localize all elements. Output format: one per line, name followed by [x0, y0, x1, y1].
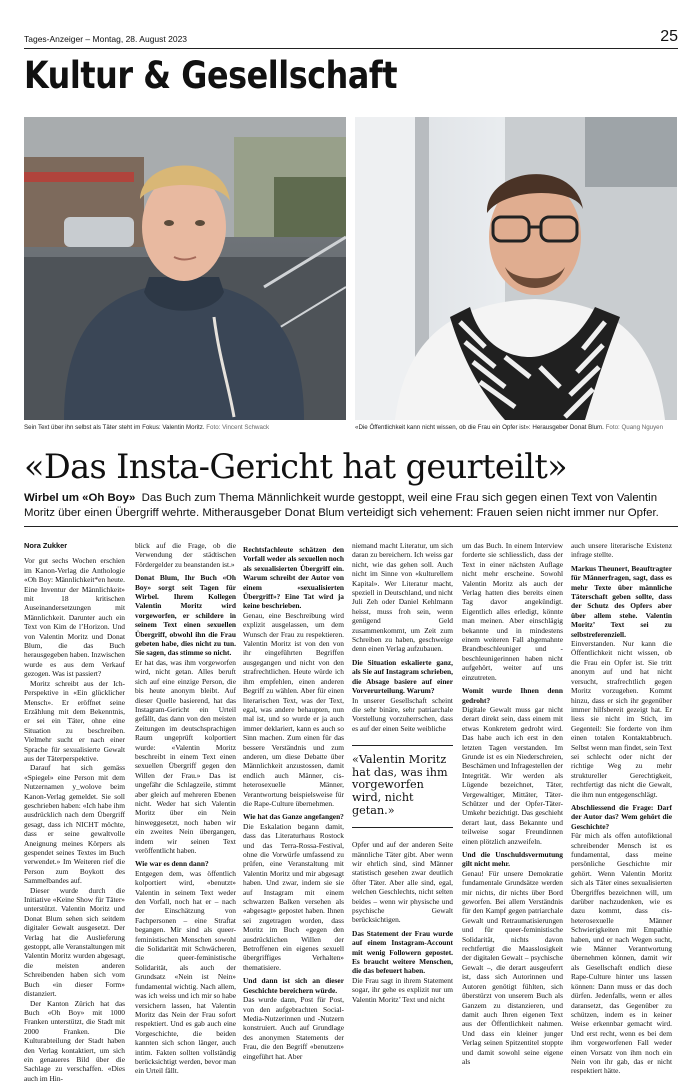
caption-right-credit: Foto: Quang Nguyen [606, 424, 663, 431]
lead-text: Das Buch zum Thema Männlichkeit wurde gestoppt, weil eine Frau sich gegen einen Text von Valentin Moritz über einen Übergriff wehrte. Mitherausgeber Donat Blum verteidigt sich vehement: Frauen seien nicht immer nur Opfer. [24, 492, 659, 519]
paragraph: Der Kanton Zürich hat das Buch «Oh Boy» mit 1000 Franken unterstützt, die Stadt mit 2000 Franken. Die Kulturabteilung der Stadt haben den Verlag kontaktiert, um sich ein genaueres Bild über die Sachlage zu verschaffen. «Dies auch im Hin- [24, 999, 125, 1083]
paragraph: um das Buch. In einem Interview forderte sie schliesslich, dass der Text in einer nächsten Auflage nicht mehr erscheine. Sowohl Valentin Moritz als auch der Verlag hatten dies bereits einen Tag davor angekündigt. Eigentlich alles erledigt, könnte man meinen. Aber einschlägig bekannte und in mindestens einem weiteren Fall abgemahnte Brandbeschleuniger und -beschleunigerinnen haben nicht aufgehört, weiter auf uns einzutreten. [462, 541, 563, 682]
portrait-right-illustration [355, 117, 677, 420]
article-column-5 [462, 541, 563, 1066]
interview-question: Wie war es denn dann? [135, 859, 236, 868]
paragraph: Das wurde dann, Post für Post, von den aufgebrachten Social-Media-Nutzerinnen und -Nutzern konstruiert. Auch auf Grundlage des anonymen Statements der Frau, die den Begriff «benutzen» eingeführt hat. Aber [243, 995, 344, 1061]
caption-right-text: «Die Öffentlichkeit kann nicht wissen, ob die Frau ein Opfer ist»: Herausgeber Donat Blum. [355, 424, 604, 431]
interview-question: Das Statement der Frau wurde auf einem Instagram-Account mit wenig Followern gepostet. Es braucht weitere Menschen, die das befeuert haben. [352, 929, 453, 976]
article-column-2 [135, 541, 236, 1076]
interview-question: Und die Unschuldsvermutung gilt nicht mehr. [462, 850, 563, 869]
paragraph: Moritz schreibt aus der Ich-Perspektive in «Ein glücklicher Mensch». Er eröffnet seine Erzählung mit dem Bekenntnis, er sei ein Täter, ohne eine Situation zu beschreiben. Vielmehr sucht er nach einer Sprache für sexualisierte Gewalt aus der Täterperspektive. [24, 679, 125, 764]
paragraph: Genau, eine Beschreibung wird explizit ausgelassen, um dem Wunsch der Frau zu respektieren. Valentin Moritz ist von den von ihr eingeführten Begriffen ausgegangen und nicht von den strafrechtlichen. Heute würde ich ihm empfehlen, einen anderen Begriff zu wählen. Aber für einen literarischen Text, was der Text, egal, was andere behaupten, nun mal ist, und so wurde er ja auch immer deklariert, kann es auch so Sinn machen. Zum einen für das bessere Verständnis und zum anderen, um diese Debatte über Männlichkeit anzustossen, damit endlich auch Männer, cis-heterosexuelle Männer, Verantwortung beispielsweise für die Rape-Culture übernehmen. [243, 611, 344, 809]
article-column-3 [243, 541, 344, 1061]
paragraph: Die Eskalation begann damit, dass das Literaturhaus Rostock und das Terra-Rossa-Festival, ohne die Vorwürfe umfassend zu prüfen, eine Veranstaltung mit Valentin Moritz und mir abgesagt haben. Und zwar, indem sie sie auf Instagram mit einem schwarzen Balken versehen als «abgesagt» gepostet haben. Ihnen sei zugetragen worden, dass Moritz im Buch «gegen den ausdrücklichen Willen der Betroffenen ein eigenes sexuell übergriffiges Verhalten» thematisiere. [243, 822, 344, 973]
caption-right [355, 424, 663, 431]
author-byline: Nora Zukker [24, 541, 125, 550]
portrait-left-illustration [24, 117, 346, 420]
caption-left-text: Sein Text über ihn selbst als Täter steht im Fokus: Valentin Moritz. [24, 424, 205, 431]
caption-left [24, 424, 269, 431]
paragraph: blick auf die Frage, ob die Verwendung der städtischen Fördergelder zu beanstanden ist.» [135, 541, 236, 569]
article-column-1 [24, 541, 125, 1083]
paragraph: niemand macht Literatur, um sich daran zu bereichern. Ich weiss gar nicht, wie das gehen soll. Auch nicht im Sinne von «kulturellem Kapital». Wer Literatur macht, speziell in Deutschland, und nicht Juli Zeh oder Daniel Kehlmann heisst, muss froh sein, wenn genügend Geld zusammenkommt, um Zeit zum Schreiben zu haben, geschweige denn einen Verlag aufzubauen. [352, 541, 453, 654]
headline: «Das Insta-Gericht hat geurteilt» [24, 447, 567, 486]
pull-quote: «Valentin Moritz hat das, was ihm vorgeworfen wird, nicht getan.» [352, 745, 453, 828]
top-rule [24, 48, 678, 49]
article-column-4 [352, 541, 453, 1004]
paragraph: Opfer und auf der anderen Seite männliche Täter gibt. Aber wenn wir ehrlich sind, sind Männer statistisch gesehen zwar deutlich öfter Täter. Aber alle sind, egal, welchen Geschlechts, nicht selten beides – wenn wir physische und psychische Gewalt berücksichtigen. [352, 840, 453, 925]
paragraph: Die Frau sagt in ihrem Statement sogar, ihr gehe es explizit nur um Valentin Moritz’ Text und nicht [352, 976, 453, 1004]
masthead: Tages-Anzeiger – Montag, 28. August 2023 [24, 34, 187, 44]
middle-rule [24, 526, 678, 527]
lead-paragraph [24, 491, 664, 521]
photo-left [24, 117, 346, 420]
paragraph: Genau! Für unsere Demokratie fundamentale Grundsätze werden mir nichts, dir nichts über Bord geworfen. Bei allem Verständnis für den Kampf gegen patriarchale Gewalt und Retraumatisierungen und für queer-feministische Solidarität, nichts davon rechtfertigt die Maasslosigkeit der digitalen Gewalt – psychische Gewalt –, die derart ausgeuferrt ist, dass sich Autorinnen und Autoren genötigt fühlten, sich überstürzt von unserem Buch als Ganzem zu distanzieren, und damit auch Ihren eigenen Text aus der Öffentlichkeit nahmen. Und dass ein kleiner junger Verlag seinen Spitzentitel stoppte und damit sowohl seine eigene als [462, 869, 563, 1067]
paragraph: In unserer Gesellschaft scheint die sehr binäre, sehr patriarchale Vorstellung vorzuherrschen, dass es auf der einen Seite weibliche [352, 696, 453, 734]
paragraph: Darauf hat sich gemäss «Spiegel» eine Person mit dem Nutzernamen y_wolove beim Kanon-Verlag gemeldet. Sie soll geschrieben haben: «Ich habe ihm ausdrücklich nach dem Übergriff gesagt, dass ich NICHT möchte, dass er seine gewaltvolle Aneignung meines Körpers als gespendet seines Textes im Buch verwendet.» Im Weiteren rief die Person zum Boykott des Sammelbandes auf. [24, 763, 125, 885]
interview-question: Donat Blum, Ihr Buch «Oh Boy» sorgt seit Tagen für Wirbel. Ihrem Kollegen Valentin Moritz wird vorgeworfen, er schildere in seinem Text einen sexuellen Übergriff, obwohl ihn die Frau gebeten habe, dies nicht zu tun. Sie sagen, das stimme so nicht. [135, 573, 236, 658]
interview-question: Und dann ist sich an dieser Geschichte bereichern würde. [243, 976, 344, 995]
interview-question: Rechtsfachleute schätzen den Vorfall weder als sexuellen noch als sexualisierten Übergriff ein. Warum schreibt der Autor von einem «sexualisierten Übergriff»? Eine Tat wird ja keine beschrieben. [243, 545, 344, 611]
paragraph: Vor gut sechs Wochen erschien im Kanon-Verlag die Anthologie «Oh Boy: Männlichkeit*en heute. Eine Inventur der Männlichkeit» mit 18 kritischen Auseinandersetzungen mit Männlichkeit. Darunter auch ein Text von Kim de l’Horizon. Und von Valentin Moritz und Donat Blum, die das Buch herausgegeben haben. Inzwischen wurde es aus dem Verkauf gezogen. Was ist passiert? [24, 556, 125, 678]
paragraph: Einverstanden. Nur kann die Öffentlichkeit nicht wissen, ob die Frau ein Opfer ist. Sie tritt anonym auf und hat nicht versucht, strafrechtlich gegen Moritz vorzugehen. Kommt hinzu, dass er sich ihr gegenüber immer hilfsbereit gezeigt hat. Er liess sie nicht im Stich, im Gegenteil: Sie forderte von ihm einen totalen Kontaktabbruch. Selbst wenn man findet, sein Text sei schlecht oder nicht der richtige Weg zu mehr struktureller Gerechtigkeit, rechtfertigt das nicht die Gewalt, die ihm nun entgegenschlägt. [571, 639, 672, 799]
interview-question: Abschliessend die Frage: Darf der Autor das? Wem gehört die Geschichte? [571, 803, 672, 831]
interview-question: Die Situation eskalierte ganz, als Sie auf Instagram schrieben, die Absage basiere auf einer Vorverurteilung. Warum? [352, 658, 453, 696]
article-column-6 [571, 541, 672, 1076]
paragraph: Er hat das, was ihm vorgeworfen wird, nicht getan. Alles beruft sich auf eine einzige Person, die bis heute anonym bleibt. Auf dieser Quelle basierend, hat das Instagram-Gericht ein Urteil gefällt, das dann von den meisten Zeitungen im deutschsprachigen Raum ungeprüft kolportiert wurde: «Valentin Moritz beschreibt in einem Text einen sexuellen Übergriff gegen den Willen der Frau.» Das ist ungefähr die Schlagzeile, stimmt aber gleich auf mehreren Ebenen nicht. Weder hat sich Valentin Moritz über ein Nein hinweggesetzt, noch haben wir ein zweites Nein übergangen, indem wir seinen Text veröffentlicht haben. [135, 658, 236, 856]
section-title: Kultur & Gesellschaft [24, 54, 397, 97]
photo-right [355, 117, 677, 420]
paragraph: auch unsere literarische Existenz infrage stellte. [571, 541, 672, 560]
page-number: 25 [660, 28, 678, 46]
paragraph: Entgegen dem, was öffentlich kolportiert wird, «benutzt» Valentin in seinem Text weder den Vorfall, noch hat er – nach der Einschätzung von Fachpersonen – eine Straftat begangen. Mir sind als queer-feministischen Menschen sowohl die Solidarität mit Schwächeren, die queer-feministische Solidarität, als auch der Grundsatz «Nein ist Nein» fundamental wichtig. Nach allem, was ich weiss und ich mir so habe versichern lassen, hat Valentin Moritz das Nein der Frau sofort respektiert. Und es gab auch eine Vorgeschichte, die beiden kannten sich schon länger, auch intim. Fakten sollten vollständig berücksichtigt werden, bevor man ein Urteil fällt. [135, 869, 236, 1076]
caption-left-credit: Foto: Vincent Schwack [206, 424, 269, 431]
paragraph: Dieser wurde durch die Initiative «Keine Show für Täter» unterstützt. Valentin Moritz und Donat Blum sehen sich seitdem digitaler Gewalt ausgesetzt. Der Verlag hat die Auslieferung gestoppt, alle Veranstaltungen mit Valentin Moritz wurden abgesagt, die meisten anderen Schreibenden haben sich vom Buch «in dieser Form» distanziert. [24, 886, 125, 999]
lead-kicker: Wirbel um «Oh Boy» [24, 492, 135, 504]
interview-question: Wie hat das Ganze angefangen? [243, 812, 344, 821]
paragraph: Digitale Gewalt muss gar nicht derart direkt sein, dass einem mit etwas Konkretem gedroht wird. Das habe auch ich erst in den letzten Tagen verstanden. Im Grunde ist es ein Niederschreien, Beschämen und Infragestellen der Integrität. Wir werden als Lügende bezeichnet, Täter, Vergewaltiger, Mittäter, Täter-Schützer und der Opfer-Täter-Umkehr bezichtigt. Das geschieht derart laut, dass Bekannte und teilweise sogar Freundinnen einen plötzlich anzweifeln. [462, 705, 563, 846]
interview-question: Markus Theunert, Beauftragter für Männerfragen, sagt, dass es mehr Texte über männliche Täterschaft geben sollte, dass der Schutz des Opfers aber über allem stehe. Valentin Moritz’ Text sei zu selbstreferenziell. [571, 564, 672, 639]
paragraph: Für mich als offen autofiktional schreibender Mensch ist es fundamental, dass meine persönliche Geschichte mir gehört. Wenn Valentin Moritz sich als Täter eines sexualisierten Übergriffes bezeichnen will, um darüber nachzudenken, wie es dazu kommt, dass cis-heterosexuelle Männer Schwierigkeiten mit Empathie haben, und er nach Wegen sucht, wie Männer Verantwortung übernehmen können, damit wir als Gesellschaft endlich diese Rape-Culture hinter uns lassen können: Dann muss er das doch dürfen. Jedenfalls, wenn er alles daransetzt, das Gegenüber zu schützen, indem es in keiner Weise erkennbar gemacht wird. Und erst recht, wenn es bei dem ihm vorgeworfenen Fall weder einen Vorsatz von ihm noch ein Nein von ihr gab, das er nicht respektiert hätte. [571, 831, 672, 1076]
interview-question: Womit wurde Ihnen denn gedroht? [462, 686, 563, 705]
